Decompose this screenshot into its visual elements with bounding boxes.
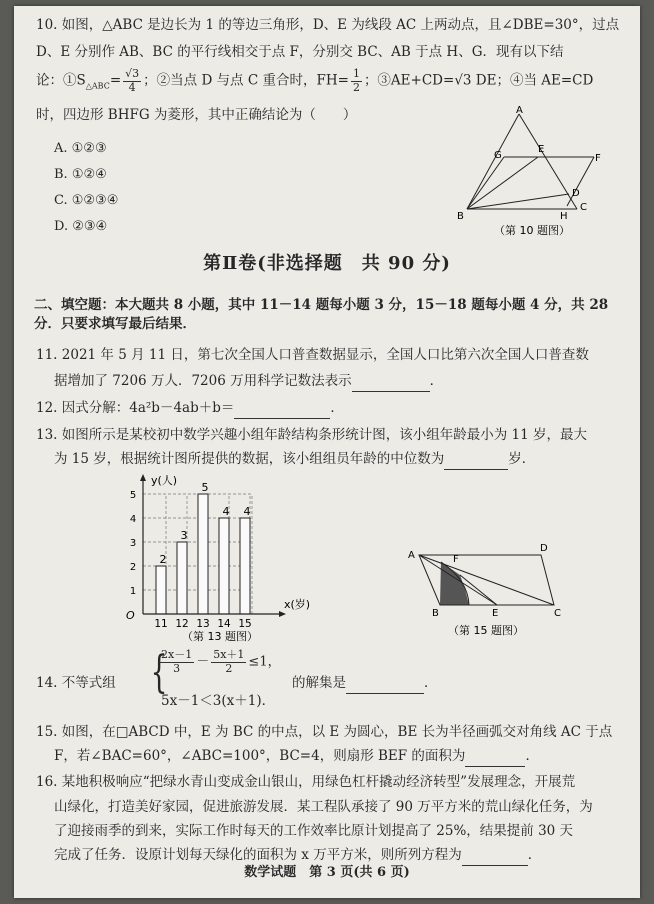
section-2-instructions: 二、填空题：本大题共 8 小题，其中 11－14 题每小题 3 分，15－18 题每小题 4 分，共 28 分．只要求填写最后结果． xyxy=(34,297,609,332)
q13-bar-chart xyxy=(110,472,320,644)
q10-line1: 10. 如图，△ABC 是边长为 1 的等边三角形，D、E 为线段 AC 上两动点，且∠DBE=30°，过点 xyxy=(36,17,620,33)
chart-y-arrow xyxy=(140,474,146,481)
fig10-label-c: C xyxy=(580,202,587,213)
q16-line1: 16. 某地积极响应“把绿水青山变成金山银山，用绿色杠杆撬动经济转型”发展理念，开展荒 xyxy=(36,774,576,790)
fig15-label-b: B xyxy=(432,608,439,619)
bar-age-11 xyxy=(156,566,166,614)
bar-value-label: 4 xyxy=(243,505,251,518)
q16-line4: 完成了任务．设原计划每天绿化的面积为 x 万平方米，则所列方程为 ． xyxy=(36,846,624,866)
q10-line4: 时，四边形 BHFG 为菱形，其中正确结论为（ ） xyxy=(36,107,357,123)
bar-value-label: 3 xyxy=(180,529,188,542)
bar-value-label: 2 xyxy=(159,553,167,566)
q10-option-a: A. ①②③ xyxy=(54,141,107,156)
y-tick-label: 1 xyxy=(129,586,137,597)
y-tick-label: 3 xyxy=(129,538,137,549)
fig15-label-e: E xyxy=(492,608,499,619)
chart-caption: （第 13 题图） xyxy=(182,630,258,643)
q14-prefix: 14. 不等式组 xyxy=(36,675,116,691)
q15-line1: 15. 如图，在□ABCD 中，E 为 BC 的中点，以 E 为圆心，BE 长为半径画弧交对角线 AC 于点 xyxy=(36,724,613,740)
q13-answer-blank[interactable] xyxy=(444,450,508,470)
q11-line1: 11. 2021 年 5 月 11 日，第七次全国人口普查数据显示，全国人口比第六次全国人口普查数 xyxy=(36,347,589,363)
fig10-caption: （第 10 题图） xyxy=(494,224,570,237)
q11-line2: 据增加了 7206 万人．7206 万用科学记数法表示 ． xyxy=(36,372,624,392)
q12-line: 12. 因式分解：4a²b－4ab＋b＝ ． xyxy=(36,399,624,419)
q14-brace: { xyxy=(150,647,168,698)
q16-line3: 了迎接雨季的到来，实际工作时每天的工作效率比原计划提高了 25%，结果提前 30 天 xyxy=(54,823,574,839)
q10-option-c: C. ①②③④ xyxy=(54,193,119,208)
x-tick-label: 12 xyxy=(175,618,189,630)
q14-answer-blank[interactable] xyxy=(346,674,424,694)
page-footer: 数学试题 第 3 页(共 6 页) xyxy=(244,865,410,880)
fig10-label-h: H xyxy=(560,211,568,222)
q10-option-d: D. ②③④ xyxy=(54,219,108,234)
section-2-title: 第Ⅱ卷(非选择题 共 90 分) xyxy=(203,253,451,274)
exam-page xyxy=(14,6,640,898)
q15-line2: F，若∠BAC=60°，∠ABC=100°，BC=4，则扇形 BEF 的面积为 ． xyxy=(36,747,624,767)
bar-age-15 xyxy=(240,518,250,614)
fig10-label-d: D xyxy=(572,188,580,199)
q10-figure xyxy=(454,106,614,238)
q10-line2: D、E 分别作 AB、BC 的平行线相交于点 F，分别交 BC、AB 于点 H、G．现有以下结 xyxy=(36,44,564,60)
q14-row1: $\frac{2x-1}{3}$ － $\frac{5x+1}{2}$ ≤1， xyxy=(161,648,281,675)
q16-answer-blank[interactable] xyxy=(462,846,528,866)
q11-answer-blank[interactable] xyxy=(352,372,430,392)
x-tick-label: 15 xyxy=(238,618,252,630)
fig10-label-e: E xyxy=(538,144,545,155)
fig15-label-a: A xyxy=(408,550,415,561)
fig15-label-f: F xyxy=(453,554,459,565)
fig15-label-c: C xyxy=(554,608,561,619)
bar-value-label: 5 xyxy=(201,481,209,494)
y-tick-label: 5 xyxy=(129,490,137,501)
bar-age-12 xyxy=(177,542,187,614)
q10-option-b: B. ①②④ xyxy=(54,167,107,182)
q16-line2: 山绿化，打造美好家园，促进旅游发展．某工程队承接了 90 万平方米的荒山绿化任务，为 xyxy=(54,799,593,815)
fig10-label-b: B xyxy=(457,211,464,222)
q14-row2: 5x－1＜3(x＋1)． xyxy=(161,693,276,709)
q15-figure xyxy=(392,536,570,640)
chart-origin: O xyxy=(126,609,135,622)
q15-answer-blank[interactable] xyxy=(465,747,525,767)
y-tick-label: 4 xyxy=(129,514,137,525)
chart-labels xyxy=(130,481,252,630)
fig10-label-g: G xyxy=(494,150,502,161)
q13-line1: 13. 如图所示是某校初中数学兴趣小组年龄结构条形统计图，该小组年龄最小为 11 岁，最大 xyxy=(36,427,588,443)
q13-line2: 为 15 岁，根据统计图所提供的数据，该小组组员年龄的中位数为 岁． xyxy=(36,450,624,470)
bar-value-label: 4 xyxy=(222,505,230,518)
q10-line3: 论：$①S_{\triangle ABC}=$ $\frac{√3}{4}$ ；②当点 D 与点 C 重合时，FH= $\frac{1}{2}$ ；③AE+CD=√3 DE；④当 AE=CD xyxy=(36,67,594,94)
fig15-caption: （第 15 题图） xyxy=(448,624,524,637)
q14-suffix: 的解集是 ． xyxy=(292,674,438,694)
q12-answer-blank[interactable] xyxy=(234,399,330,419)
fig15-label-d: D xyxy=(540,543,548,554)
y-tick-label: 2 xyxy=(129,562,137,573)
chart-x-arrow xyxy=(279,611,286,617)
x-tick-label: 11 xyxy=(154,618,168,630)
chart-bars xyxy=(156,494,250,614)
fig10-label-a: A xyxy=(516,106,523,116)
x-tick-label: 14 xyxy=(217,618,231,630)
fig10-label-f: F xyxy=(595,153,601,164)
bar-age-14 xyxy=(219,518,229,614)
bar-age-13 xyxy=(198,494,208,614)
chart-y-label: y(人) xyxy=(151,474,178,487)
x-tick-label: 13 xyxy=(196,618,210,630)
chart-x-label: x(岁) xyxy=(284,598,311,611)
